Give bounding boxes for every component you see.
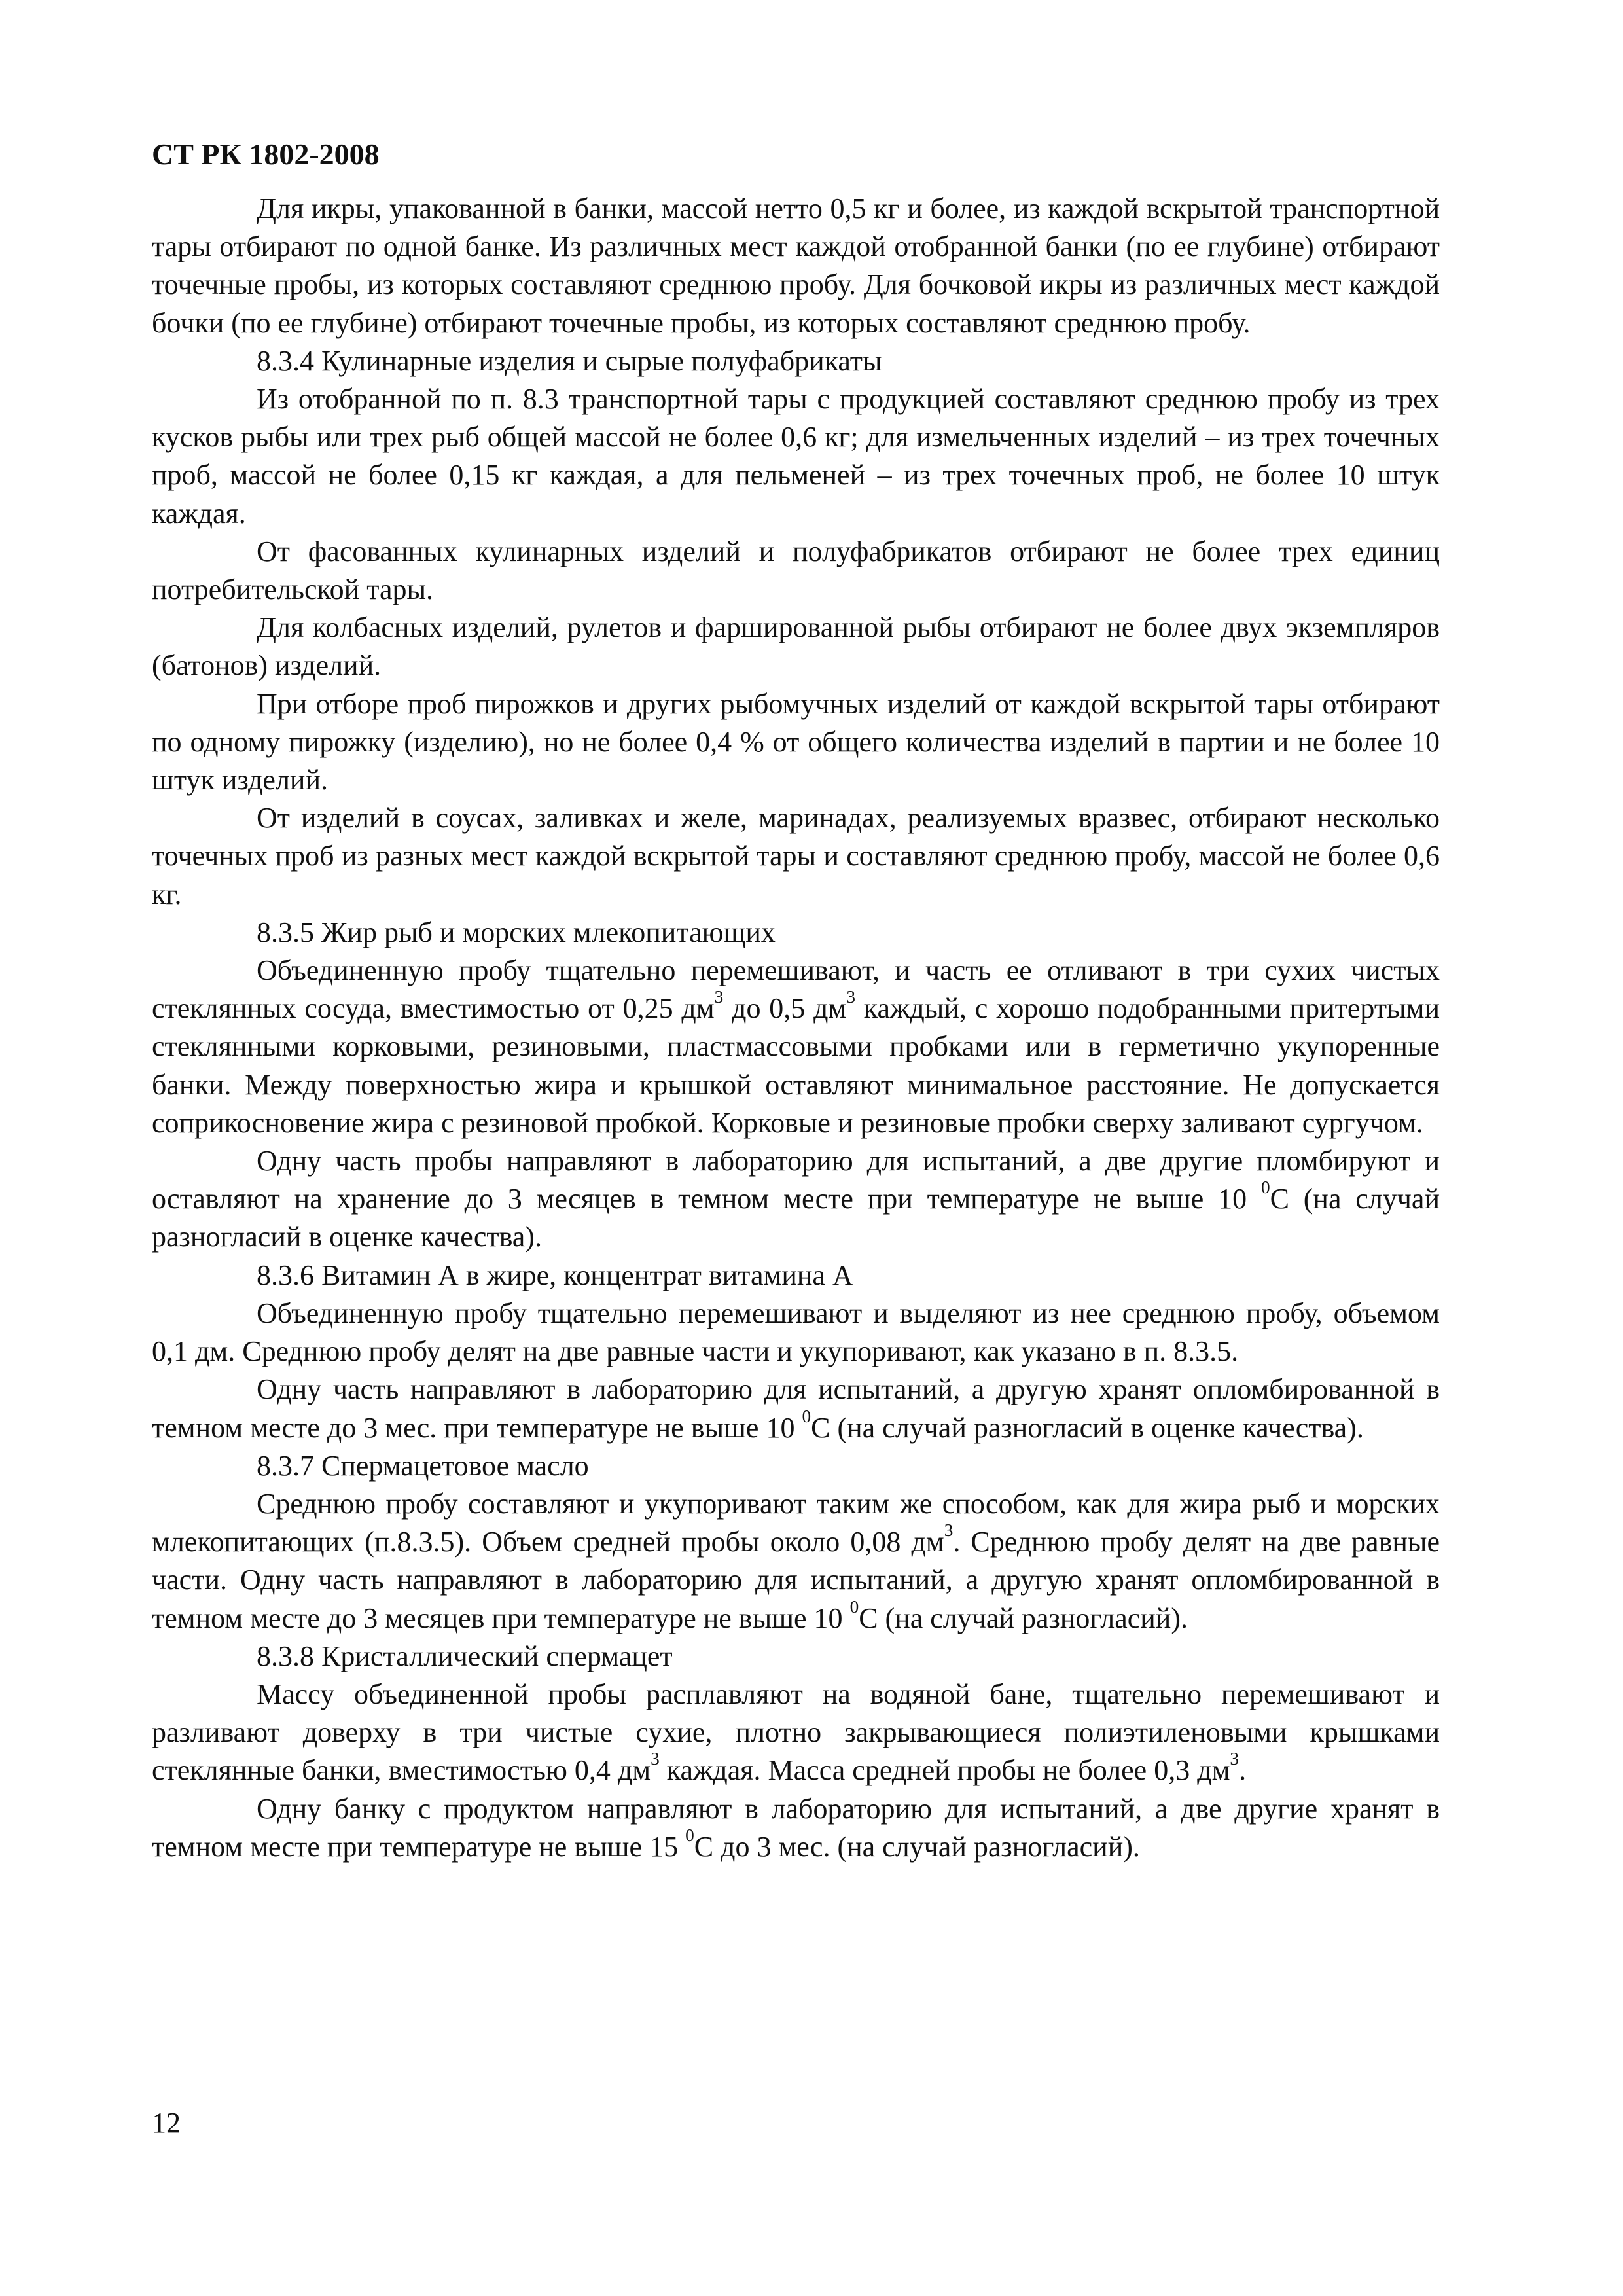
paragraph: От фасованных кулинарных изделий и полуфабрикатов отбирают не более трех единиц потребительской тары. [152,535,1440,606]
paragraph: От изделий в соусах, заливках и желе, маринадах, реализуемых вразвес, отбирают несколько точечных проб из разных мест каждой вскрытой тары и составляют среднюю пробу, массой не более 0,6 кг. [152,802,1440,910]
paragraph: Для колбасных изделий, рулетов и фаршированной рыбы отбирают не более двух экземпляров (батонов) изделий. [152,611,1440,682]
section-heading-8-3-6: 8.3.6 Витамин А в жире, концентрат витамина А [257,1259,853,1291]
paragraph-caviar-sampling: Для икры, упакованной в банки, массой нетто 0,5 кг и более, из каждой вскрытой транспортной тары отбирают по одной банке. Из различных мест каждой отобранной банки (по ее глубине) отбирают точечные пробы, из которых составляют среднюю пробу. Для бочковой икры из различных мест каждой бочки (по ее глубине) отбирают точечные пробы, из которых составляют среднюю пробу. [152,192,1440,339]
paragraph: Одну часть пробы направляют в лабораторию для испытаний, а две другие пломбируют и оставляют на хранение до 3 месяцев в темном месте при температуре не выше 10 $^0$С (на случай разногласий в оценке качества). [152,1145,1440,1253]
section-heading-8-3-8: 8.3.8 Кристаллический спермацет [257,1640,673,1672]
document-code: СТ РК 1802-2008 [152,137,380,171]
paragraph: Одну часть направляют в лабораторию для испытаний, а другую хранят опломбированной в темном месте до 3 мес. при температуре не выше 10 $^0$С (на случай разногласий в оценке качества). [152,1373,1440,1444]
section-heading-8-3-5: 8.3.5 Жир рыб и морских млекопитающих [257,916,776,948]
paragraph: Объединенную пробу тщательно перемешивают, и часть ее отливают в три сухих чистых стеклянных сосуда, вместимостью от 0,25 $дм^3$ до 0,5 $дм^3$ каждый, с хорошо подобранными притертыми стеклянными корковыми, резиновыми, пластмассовыми пробками или в герметично укупоренные банки. Между поверхностью жира и крышкой оставляют минимальное расстояние. Не допускается соприкосновение жира с резиновой пробкой. Корковые и резиновые пробки сверху заливают сургучом. [152,954,1440,1139]
document-body [152,190,1440,1866]
paragraph: Среднюю пробу составляют и укупоривают таким же способом, как для жира рыб и морских млекопитающих (п.8.3.5). Объем средней пробы около 0,08 $дм^3$. Среднюю пробу делят на две равные части. Одну часть направляют в лабораторию для испытаний, а другую хранят опломбированной в темном месте до 3 месяцев при температуре не выше 10 $^0$С (на случай разногласий). [152,1487,1440,1634]
section-heading-8-3-4: 8.3.4 Кулинарные изделия и сырые полуфабрикаты [257,344,882,377]
page-number: 12 [152,2107,181,2139]
paragraph: Одну банку с продуктом направляют в лабораторию для испытаний, а две другие хранят в темном месте при температуре не выше 15 $^0$С до 3 мес. (на случай разногласий). [152,1792,1440,1863]
section-heading-8-3-7: 8.3.7 Спермацетовое масло [257,1449,589,1482]
paragraph: Массу объединенной пробы расплавляют на водяной бане, тщательно перемешивают и разливают доверху в три чистые сухие, плотно закрывающиеся полиэтиленовыми крышками стеклянные банки, вместимостью 0,4 $дм^3$ каждая. Масса средней пробы не более 0,3 $дм^3$. [152,1677,1440,1787]
paragraph: При отборе проб пирожков и других рыбомучных изделий от каждой вскрытой тары отбирают по одному пирожку (изделию), но не более 0,4 % от общего количества изделий в партии и не более 10 штук изделий. [152,687,1440,797]
paragraph: Объединенную пробу тщательно перемешивают и выделяют из нее среднюю пробу, объемом 0,1 дм. Среднюю пробу делят на две равные части и укупоривают, как указано в п. 8.3.5. [152,1297,1440,1368]
paragraph: Из отобранной по п. 8.3 транспортной тары с продукцией составляют среднюю пробу из трех кусков рыбы или трех рыб общей массой не более 0,6 кг; для измельченных изделий – из трех точечных проб, массой не более 0,15 кг каждая, а для пельменей – из трех точечных проб, не более 10 штук каждая. [152,383,1440,529]
